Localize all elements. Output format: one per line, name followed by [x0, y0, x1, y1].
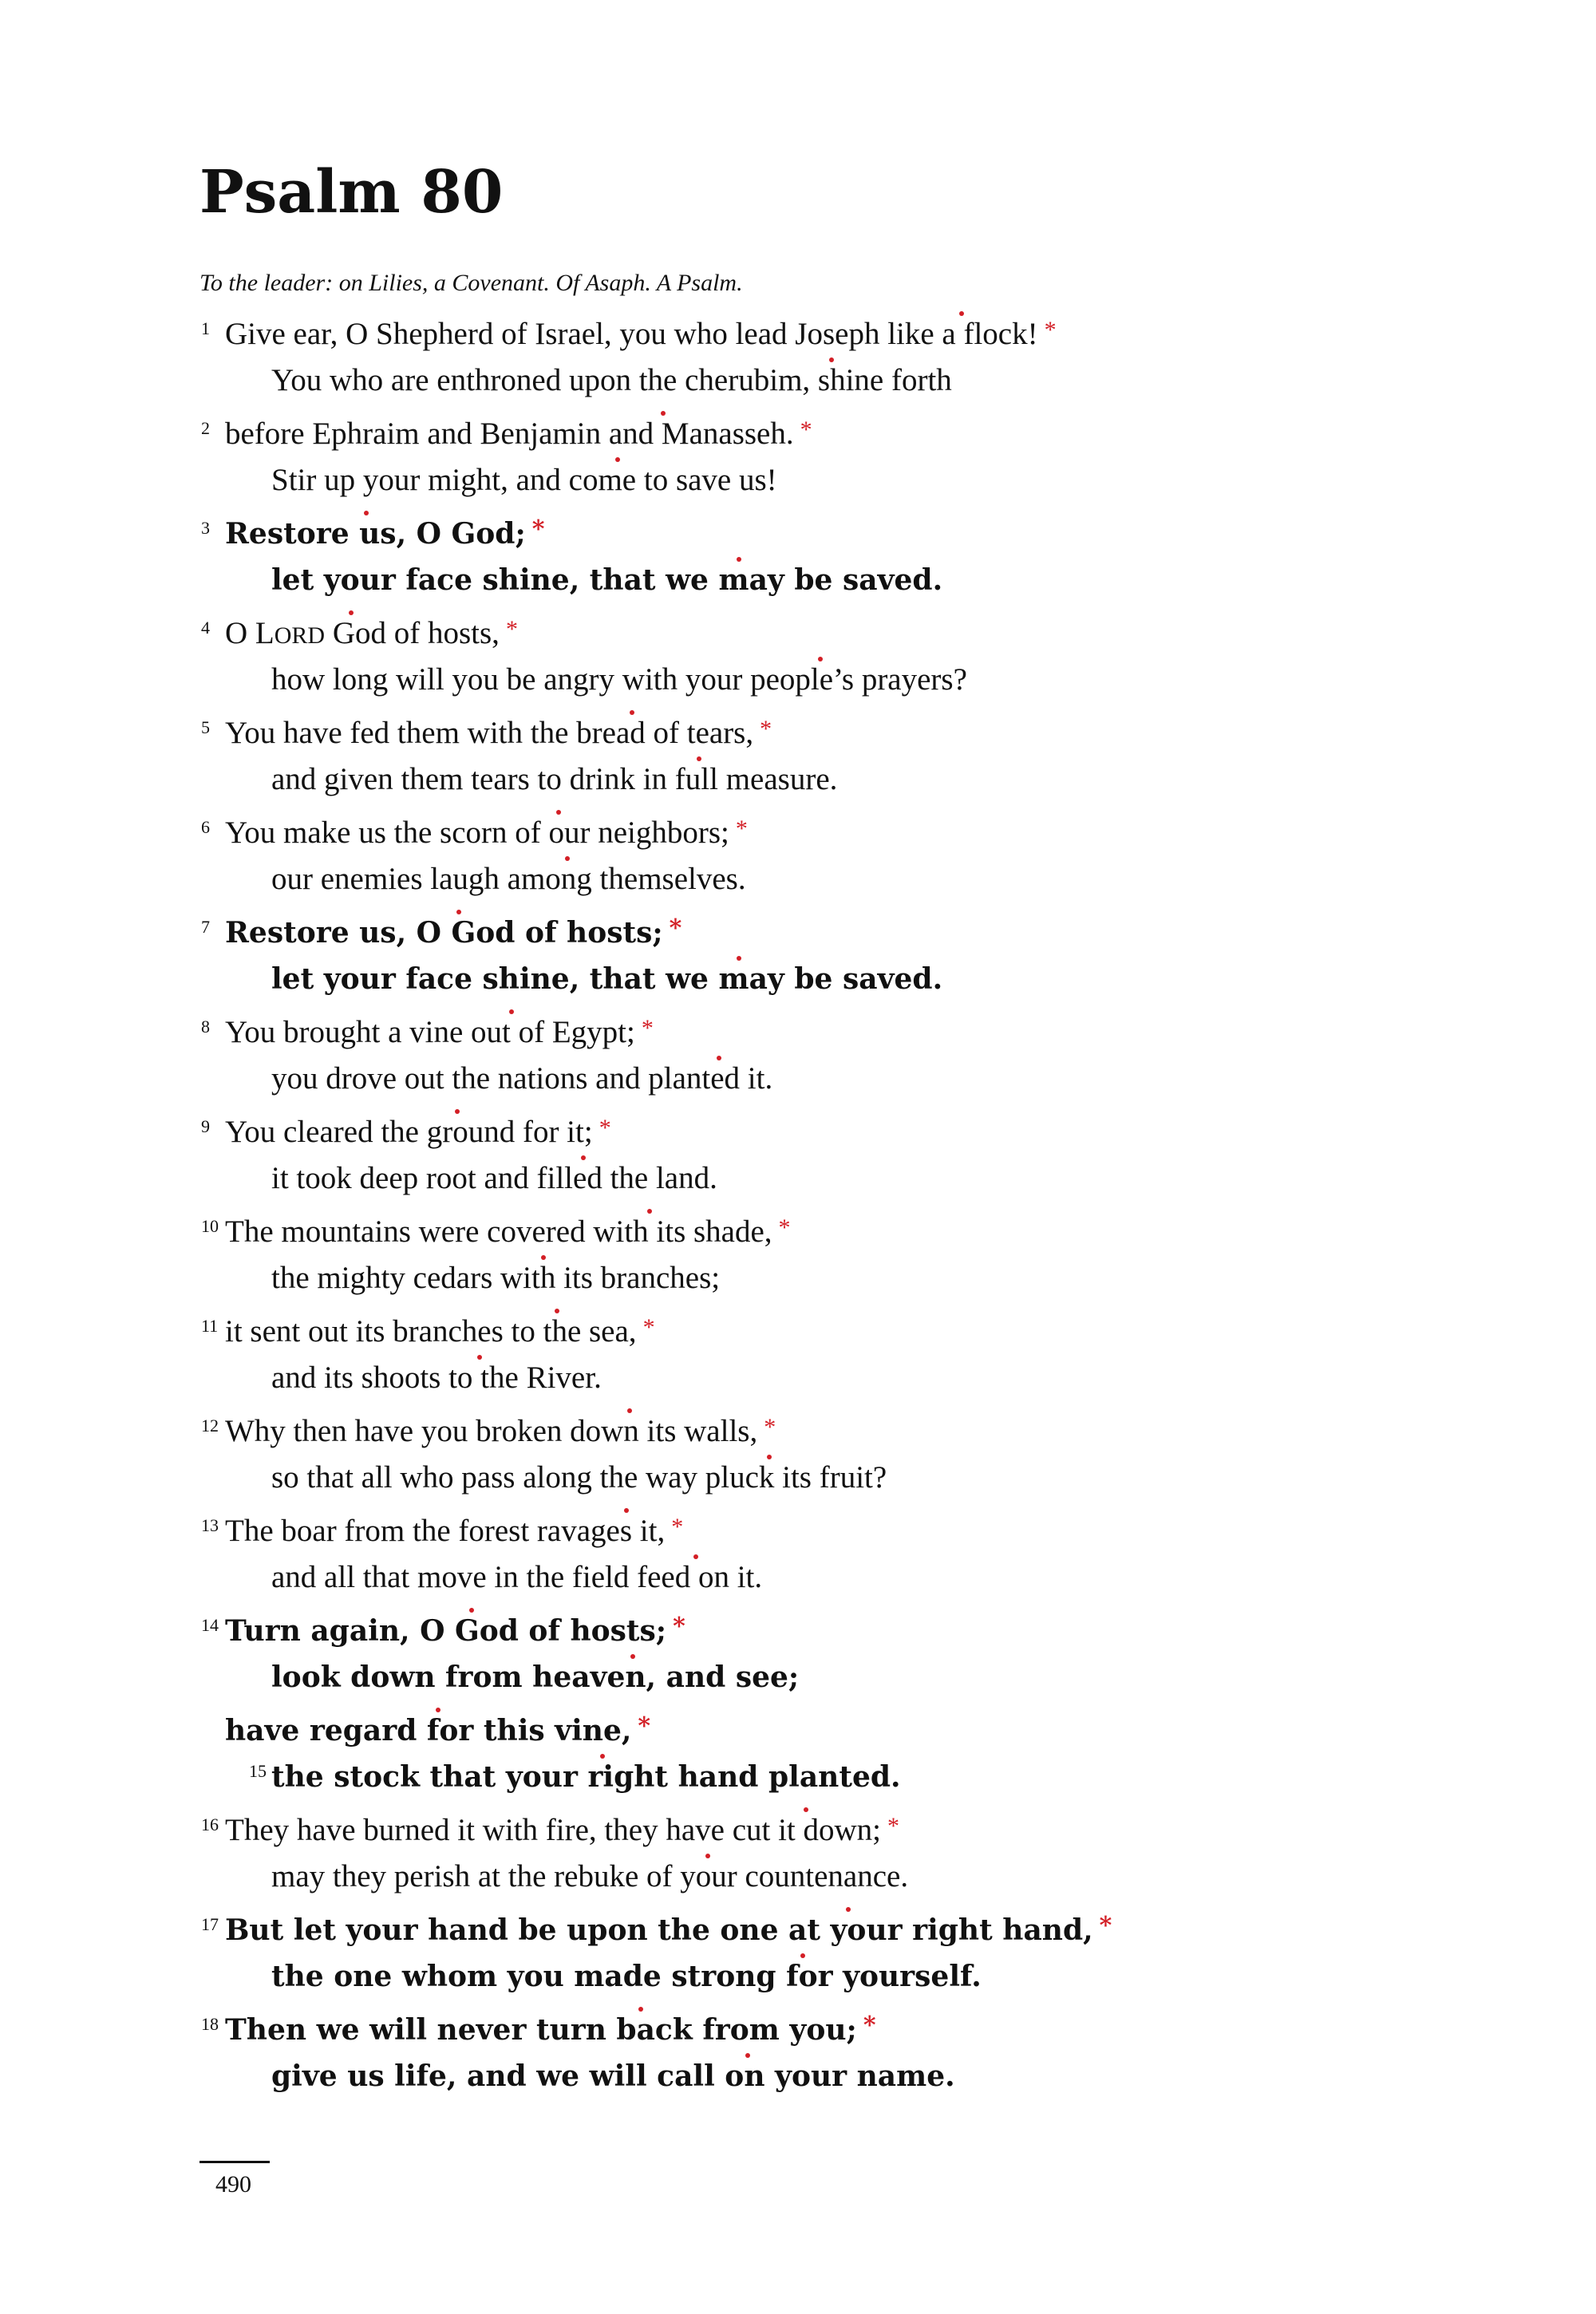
- asterisk-mark: *: [598, 1115, 611, 1141]
- psalm-line: [225, 514, 544, 556]
- line-text: Give ear, O Shepherd of Israel, you who lead Joseph like a flock!: [225, 317, 1038, 351]
- verse-number: 14: [201, 1615, 219, 1635]
- page-number: 490: [215, 2171, 251, 2198]
- pointing-dot: [455, 1109, 460, 1114]
- footer-rule: [200, 2161, 270, 2163]
- verse-number: 18: [201, 2014, 219, 2034]
- psalm-line: [271, 760, 837, 800]
- line-text: God of hosts,: [325, 616, 500, 650]
- psalm-line: [225, 1611, 685, 1653]
- psalm-line: [271, 959, 942, 999]
- psalm-line: [271, 1258, 720, 1298]
- line-text: But let your hand be upon the one at your right hand,: [225, 1913, 1093, 1947]
- line-text: and its shoots to the River.: [271, 1360, 602, 1395]
- psalm-line: [271, 1857, 908, 1897]
- line-text: Stir up your might, and come to save us!: [271, 463, 777, 497]
- pointing-dot: [818, 657, 823, 661]
- divine-name-small-caps: LORD: [255, 616, 326, 650]
- line-text: The mountains were covered with its shade,: [225, 1214, 772, 1249]
- verse-number: 4: [201, 618, 210, 638]
- line-text: Restore us, O God of hosts;: [225, 916, 663, 950]
- pointing-dot: [436, 1708, 440, 1712]
- pointing-dot: [697, 756, 701, 761]
- pointing-dot: [364, 511, 369, 515]
- asterisk-mark: *: [863, 2012, 876, 2040]
- asterisk-mark: *: [673, 1613, 685, 1641]
- pointing-dot: [638, 2007, 643, 2012]
- pointing-dot: [349, 610, 354, 615]
- psalm-line: [225, 713, 772, 756]
- pointing-dot: [737, 557, 741, 562]
- asterisk-mark: *: [887, 1813, 900, 1839]
- line-text: how long will you be angry with your people’s prayers?: [271, 662, 967, 697]
- psalm-line: [271, 1159, 717, 1198]
- psalm-line: [271, 560, 942, 600]
- pointing-dot: [846, 1907, 851, 1912]
- psalm-line: [271, 1358, 602, 1398]
- psalm-line: [225, 1312, 655, 1354]
- pointing-dot: [630, 1654, 635, 1659]
- page-title: Psalm 80: [200, 158, 504, 227]
- verse-number: 2: [201, 418, 210, 438]
- asterisk-mark: *: [764, 1414, 776, 1440]
- asterisk-mark: *: [641, 1015, 654, 1041]
- line-text: the mighty cedars with its branches;: [271, 1261, 721, 1295]
- psalm-line: [225, 913, 681, 955]
- pointing-dot: [804, 1807, 808, 1812]
- asterisk-mark: *: [505, 616, 518, 642]
- pointing-dot: [630, 710, 634, 715]
- line-text-prefix: O: [225, 616, 255, 650]
- asterisk-mark: *: [531, 515, 545, 543]
- line-text: You brought a vine out of Egypt;: [225, 1015, 635, 1049]
- line-text: the one whom you made strong for yourself.: [271, 1960, 982, 1993]
- line-text: You who are enthroned upon the cherubim, shine forth: [271, 363, 952, 397]
- pointing-dot: [581, 1155, 586, 1160]
- asterisk-mark: *: [760, 716, 772, 742]
- psalm-line: [225, 1412, 776, 1454]
- verse-number: 5: [201, 717, 210, 737]
- verse-number: 7: [201, 917, 210, 937]
- pointing-dot: [477, 1355, 482, 1360]
- verse-number: 8: [201, 1017, 210, 1037]
- psalm-line: [225, 314, 1057, 357]
- line-text: let your face shine, that we may be saved.: [271, 962, 943, 996]
- pointing-dot: [556, 810, 561, 815]
- pointing-dot: [959, 311, 964, 316]
- psalm-line: [225, 2010, 876, 2052]
- psalm-line: [225, 1910, 1112, 1953]
- pointing-dot: [800, 1953, 805, 1958]
- line-text: the stock that your right hand planted.: [271, 1760, 901, 1794]
- asterisk-mark: *: [1099, 1912, 1112, 1940]
- pointing-dot: [693, 1554, 698, 1559]
- verse-number: 9: [201, 1116, 210, 1136]
- line-text: You have fed them with the bread of tears,: [225, 716, 754, 750]
- psalm-line: [225, 1212, 791, 1254]
- psalm-line: [225, 1811, 899, 1853]
- line-text: it sent out its branches to the sea,: [225, 1314, 637, 1349]
- asterisk-mark: *: [800, 417, 812, 443]
- asterisk-mark: *: [669, 914, 682, 942]
- line-text: The boar from the forest ravages it,: [225, 1514, 666, 1548]
- superscription: To the leader: on Lilies, a Covenant. Of Asaph. A Psalm.: [200, 270, 743, 296]
- pointing-dot: [600, 1754, 605, 1759]
- verse-number: 15: [249, 1761, 267, 1781]
- asterisk-mark: *: [638, 1712, 651, 1740]
- psalm-line: [271, 460, 777, 500]
- pointing-dot: [541, 1255, 546, 1260]
- line-text: They have burned it with fire, they have cut it down;: [225, 1813, 882, 1847]
- pointing-dot: [717, 1056, 721, 1060]
- verse-number: 17: [201, 1914, 219, 1934]
- psalm-line: [271, 1059, 772, 1099]
- psalm-line: [271, 2056, 955, 2096]
- pointing-dot: [745, 2053, 750, 2058]
- line-text: and given them tears to drink in full measure.: [271, 762, 838, 796]
- verse-number: 1: [201, 318, 210, 338]
- asterisk-mark: *: [1044, 317, 1057, 343]
- line-text: Then we will never turn back from you;: [225, 2013, 857, 2047]
- psalm-line: [225, 1013, 654, 1055]
- line-text: You make us the scorn of our neighbors;: [225, 815, 729, 850]
- line-text: and all that move in the field feed on it.: [271, 1560, 763, 1594]
- line-text: so that all who pass along the way pluck its fruit?: [271, 1460, 887, 1495]
- line-text: have regard for this vine,: [225, 1714, 632, 1747]
- verse-number: 3: [201, 518, 210, 538]
- line-text: You cleared the ground for it;: [225, 1115, 593, 1149]
- pointing-dot: [627, 1408, 632, 1413]
- pointing-dot: [509, 1009, 514, 1014]
- pointing-dot: [705, 1854, 710, 1858]
- pointing-dot: [565, 856, 570, 861]
- psalm-line: [271, 361, 952, 401]
- pointing-dot: [469, 1608, 474, 1613]
- pointing-dot: [737, 956, 741, 961]
- line-text: Turn again, O God of hosts;: [225, 1614, 667, 1648]
- line-text: may they perish at the rebuke of your countenance.: [271, 1859, 909, 1893]
- psalm-line: [225, 414, 812, 456]
- line-text: you drove out the nations and planted it.: [271, 1061, 773, 1096]
- asterisk-mark: *: [671, 1514, 684, 1540]
- psalm-line: [271, 1657, 799, 1697]
- asterisk-mark: *: [735, 815, 748, 842]
- pointing-dot: [555, 1309, 559, 1313]
- psalm-line: [271, 1458, 887, 1498]
- psalm-line: [271, 660, 967, 700]
- psalm-line: [225, 1511, 683, 1554]
- psalm-line: [225, 813, 748, 855]
- line-text: look down from heaven, and see;: [271, 1660, 800, 1694]
- verse-number: 6: [201, 817, 210, 837]
- psalm-line: [271, 1558, 762, 1597]
- psalm-line: [271, 1757, 901, 1797]
- pointing-dot: [615, 457, 620, 462]
- line-text: Why then have you broken down its walls,: [225, 1414, 758, 1448]
- verse-number: 16: [201, 1814, 219, 1834]
- line-text: give us life, and we will call on your name.: [271, 2059, 955, 2093]
- pointing-dot: [767, 1455, 772, 1459]
- line-text: it took deep root and filled the land.: [271, 1161, 717, 1195]
- pointing-dot: [647, 1209, 652, 1214]
- psalm-line: [225, 614, 518, 656]
- psalm-line: [271, 1957, 982, 1996]
- asterisk-mark: *: [778, 1214, 791, 1241]
- verse-number: 13: [201, 1515, 219, 1535]
- pointing-dot: [456, 910, 461, 914]
- psalm-line: [225, 1112, 611, 1155]
- pointing-dot: [624, 1508, 629, 1513]
- line-text: let your face shine, that we may be saved.: [271, 563, 943, 597]
- pointing-dot: [829, 357, 834, 362]
- verse-number: 11: [201, 1316, 219, 1336]
- psalm-line: [271, 859, 746, 899]
- asterisk-mark: *: [642, 1314, 655, 1341]
- pointing-dot: [661, 411, 666, 416]
- line-text: our enemies laugh among themselves.: [271, 862, 746, 896]
- line-text: Restore us, O God;: [225, 517, 526, 551]
- verse-number: 12: [201, 1416, 219, 1435]
- psalm-line: [225, 1711, 650, 1753]
- line-text: before Ephraim and Benjamin and Manasseh.: [225, 417, 794, 451]
- verse-number: 10: [201, 1216, 219, 1236]
